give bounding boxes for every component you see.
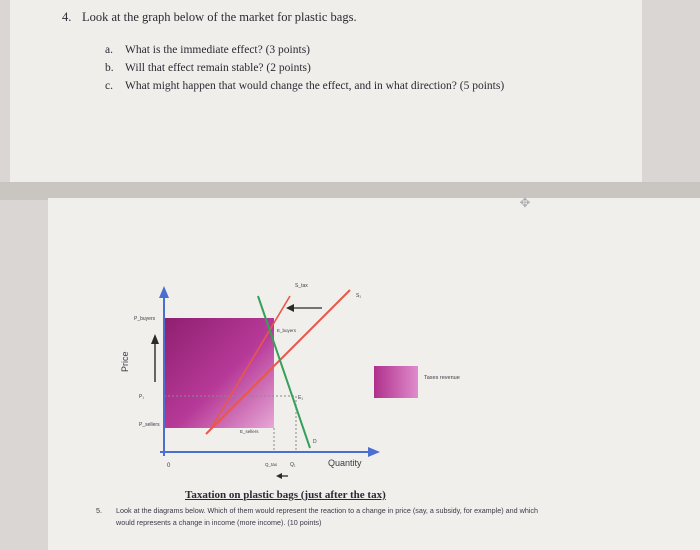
part-a-text: What is the immediate effect? (3 points) bbox=[125, 44, 310, 56]
price-rise-arrowhead bbox=[151, 334, 159, 344]
y-axis-arrow bbox=[159, 286, 169, 298]
question-4-number: 4. bbox=[62, 10, 72, 24]
s1-label: S₁ bbox=[356, 293, 362, 299]
graph-caption: Taxation on plastic bags (just after the tax) bbox=[185, 489, 386, 501]
legend-label: Taxes revenue bbox=[424, 375, 460, 381]
p-buyers-label: P_buyers bbox=[134, 316, 156, 322]
part-b-letter: b. bbox=[105, 62, 114, 74]
legend-swatch bbox=[374, 366, 418, 398]
part-a-letter: a. bbox=[105, 44, 113, 56]
e-sellers-label: E_sellers bbox=[240, 429, 259, 434]
quantity-drop-arrowhead bbox=[276, 473, 282, 479]
e1-label: E₁ bbox=[298, 395, 304, 401]
p1-label: P₁ bbox=[139, 394, 145, 400]
question-4-text: Look at the graph below of the market for plastic bags. bbox=[82, 10, 357, 24]
d-label: D bbox=[313, 439, 317, 445]
q-tax-label: Q_tax bbox=[265, 462, 278, 467]
s-tax-label: S_tax bbox=[295, 283, 308, 289]
p-sellers-label: P_sellers bbox=[139, 422, 160, 428]
e-buyers-label: E_buyers bbox=[277, 328, 297, 333]
x-axis-label: Quantity bbox=[328, 458, 362, 468]
origin-label: 0 bbox=[167, 463, 171, 469]
part-c-text: What might happen that would change the effect, and in what direction? (5 points) bbox=[125, 80, 505, 92]
move-icon[interactable]: ✥ bbox=[519, 196, 531, 211]
question-5-text: Look at the diagrams below. Which of them would represent the reaction to a change in price (say, a subsidy, for example) and which would represents a change in income (more income). (10 points) bbox=[116, 506, 539, 527]
question-5-number: 5. bbox=[96, 506, 102, 515]
supply-shift-arrowhead bbox=[286, 304, 294, 312]
tax-revenue-area bbox=[164, 318, 274, 428]
x-axis-arrow bbox=[368, 447, 380, 457]
part-b-text: Will that effect remain stable? (2 points) bbox=[125, 62, 311, 74]
part-c-letter: c. bbox=[105, 80, 113, 92]
q1-label: Q₁ bbox=[290, 462, 296, 468]
y-axis-label: Price bbox=[120, 351, 130, 372]
